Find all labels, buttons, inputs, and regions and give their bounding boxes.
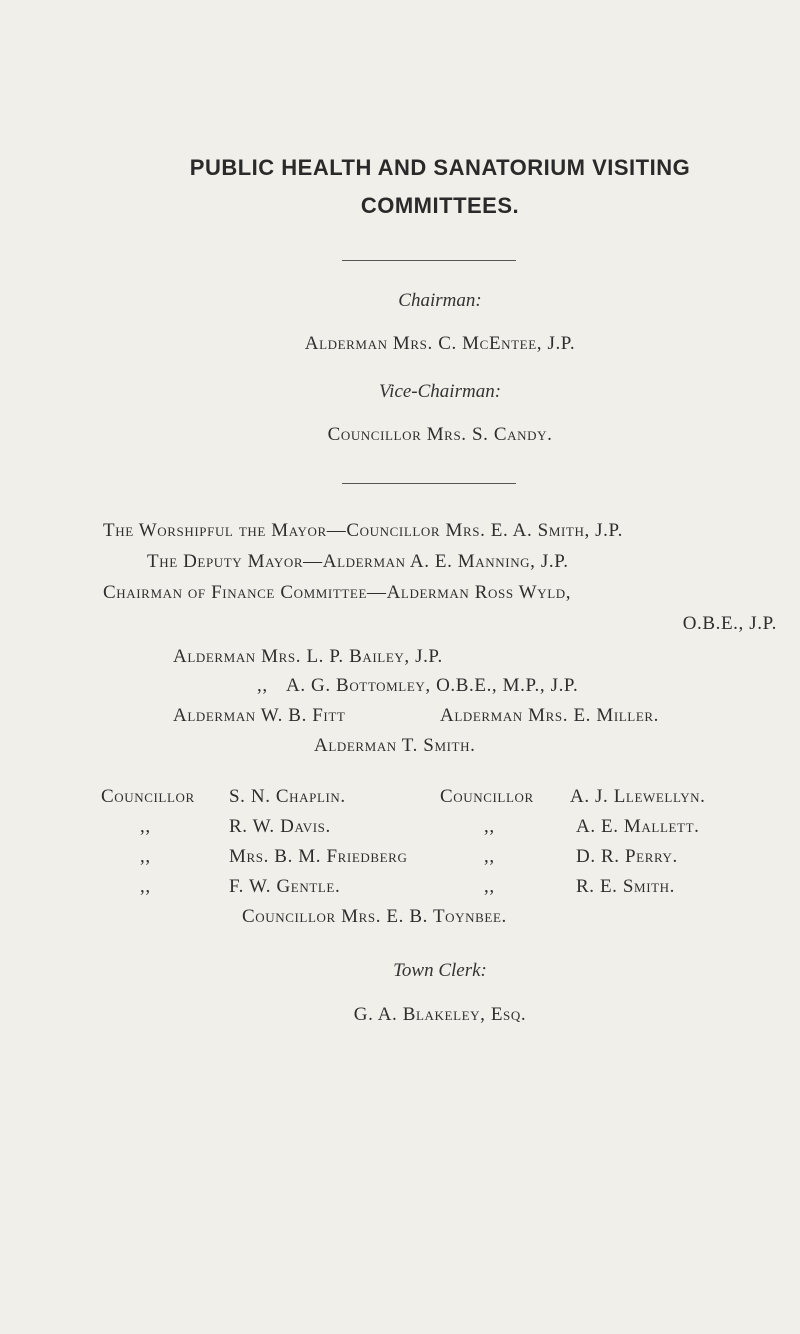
councillor-name-left-3: Mrs. B. M. Friedberg (229, 846, 408, 867)
councillor-name-right-3: D. R. Perry. (576, 846, 678, 867)
town-clerk-name: G. A. Blakeley, Esq. (353, 1004, 527, 1025)
finance-chairman-line: Chairman of Finance Committee—Alderman Ross Wyld, (103, 582, 572, 603)
vice-chairman-label: Vice-Chairman: (378, 381, 502, 402)
councillor-prefix-right-1: Councillor (440, 786, 534, 807)
councillor-name-right-1: A. J. Llewellyn. (570, 786, 706, 807)
ditto-mark: ,, (257, 675, 268, 696)
alderman-fitt: Alderman W. B. Fitt (173, 705, 346, 726)
page-title-line1: PUBLIC HEALTH AND SANATORIUM VISITING (189, 155, 691, 180)
mayor-line: The Worshipful the Mayor—Councillor Mrs. E. A. Smith, J.P. (103, 520, 623, 541)
ditto-right-2: ,, (484, 816, 495, 837)
ditto-left-2: ,, (140, 816, 151, 837)
ditto-left-4: ,, (140, 876, 151, 897)
councillor-prefix-left-1: Councillor (101, 786, 195, 807)
councillor-toynbee: Councillor Mrs. E. B. Toynbee. (242, 906, 507, 927)
councillor-name-left-1: S. N. Chaplin. (229, 786, 346, 807)
divider-middle (342, 483, 516, 484)
councillor-name-left-2: R. W. Davis. (229, 816, 331, 837)
vice-chairman-name: Councillor Mrs. S. Candy. (327, 424, 553, 445)
ditto-left-3: ,, (140, 846, 151, 867)
chairman-name: Alderman Mrs. C. McEntee, J.P. (304, 333, 576, 354)
alderman-t-smith: Alderman T. Smith. (314, 735, 476, 756)
councillor-name-right-2: A. E. Mallett. (576, 816, 700, 837)
divider-top (342, 260, 516, 261)
page-title-line2: COMMITTEES. (360, 193, 520, 218)
alderman-miller: Alderman Mrs. E. Miller. (440, 705, 660, 726)
alderman-bailey: Alderman Mrs. L. P. Bailey, J.P. (173, 646, 443, 667)
ditto-right-4: ,, (484, 876, 495, 897)
finance-chairman-honours: O.B.E., J.P. (682, 613, 777, 634)
town-clerk-label: Town Clerk: (393, 960, 487, 981)
alderman-bottomley: A. G. Bottomley, O.B.E., M.P., J.P. (286, 675, 579, 696)
deputy-mayor-line: The Deputy Mayor—Alderman A. E. Manning, J.P. (147, 551, 569, 572)
ditto-right-3: ,, (484, 846, 495, 867)
councillor-name-left-4: F. W. Gentle. (229, 876, 341, 897)
councillor-name-right-4: R. E. Smith. (576, 876, 676, 897)
chairman-label: Chairman: (398, 290, 482, 311)
